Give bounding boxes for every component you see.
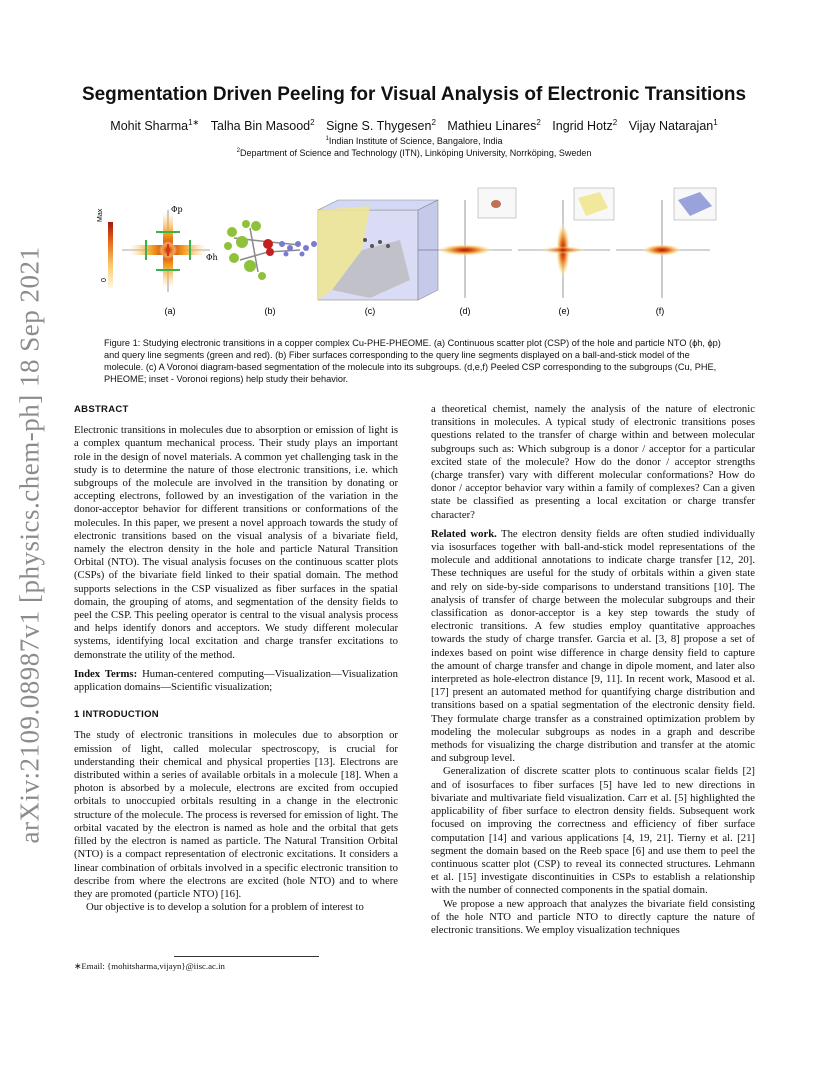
figure-caption: Figure 1: Studying electronic transitions in a copper complex Cu-PHE-PHEOME. (a) Continuous scatter plot (CSP) of the hole and particle NTO (ϕh, ϕp) and query line segments (green and red). (b) Fiber surfaces corresponding to the query line segments displayed on a ball-and-stick model of the molecule. (c) A Voronoi diagram-based segmentation of the molecule into its subgroups. (d,e,f) Peeled CSP corresponding to the subgroups (Cu, PHE, PHEOME; inset - Voronoi regions) help study their behavior. xyxy=(104,338,721,384)
intro-paragraph-2: Our objective is to develop a solution for a problem of interest to xyxy=(86,901,364,914)
index-terms-text: Human-centered computing—Visualization—Visualization application domains—Scientific visualization; xyxy=(74,667,398,694)
author: Signe S. Thygesen$^2$ xyxy=(326,118,436,134)
index-terms-label: Index Terms: xyxy=(74,667,138,680)
arxiv-identifier: arXiv:2109.08987v1 [physics.chem-ph] 18 Sep 2021 xyxy=(14,246,45,844)
intro-heading: 1 INTRODUCTION xyxy=(74,709,159,721)
right-paragraph-4: We propose a new approach that analyzes the bivariate field consisting of the hole NTO and particle NTO to directly capture the nature of electronic transitions. We employ visualization techniques xyxy=(431,897,755,936)
figure-1 xyxy=(97,180,728,325)
affiliation-1: $^1$Indian Institute of Science, Bangalore, India xyxy=(325,136,503,146)
colorbar xyxy=(97,208,113,288)
panel-label-a: (a) xyxy=(164,306,176,316)
right-paragraph-3: Generalization of discrete scatter plots to continuous scalar fields [2] and of isosurfaces to fiber surfaces [5] have led to new directions in bivariate and multivariate field visualization. Carr et al. [5] highlighted the applicability of fiber surface to electron density fields. Subsequent work focused on improving the correctness and efficiency of fiber surface computation [14] and various applications [4, 19, 21]. Tierny et al. [21] segment the domain based on the Reeb space [6] and use them to peel the continuous scatter plot (CSP) to reveal its connected structures. Lehmann et al. [15] investigate discontinuities in CSPs to establish a relationship with the number of connected components in the spatial domain. xyxy=(431,765,755,897)
axis-phi-h-label: Φh xyxy=(206,253,218,262)
arxiv-stamp xyxy=(10,240,50,850)
related-work-label: Related work. xyxy=(431,527,497,540)
abstract-text: Electronic transitions in molecules due to absorption or emission of light is a complex quantum mechanical process. Their study plays an important role in the design of novel materials. A common yet challenging task in the study is to determine the nature of those electronic transitions, i.e. which subgroups of the molecule are involved in the transition by donating or accepting electrons, followed by an investigation of the variation in the donor-acceptor behavior for different transitions or conformations of the molecules. In this paper, we present a novel approach towards the study of electronic transitions based on the visual analysis of a bivariate field, namely the electron density in the hole and particle Natural Transition Orbital (NTO). The visual analysis focuses on the continuous scatter plots (CSPs) of the bivariate field linked to their spatial domain. The method supports selections in the CSP visualized as fiber surfaces in the spatial domain, the grouping of atoms, and segmentation of the density fields to peel the CSP. This peeling operator is central to the visual analysis process and helps identify donors and acceptors. We study different molecular systems, identifying local excitation and charge transfer excitations to demonstrate the utility of the method. xyxy=(74,424,398,661)
right-paragraph-1: a theoretical chemist, namely the analysis of the nature of electronic transitions in molecules. A typical study of electronic transitions poses questions related to the transfer of charge within and between molecular subgroups such as: Which subgroup is a donor / acceptor for a particular excited state of the molecule? How do the donor / acceptor strengths (charge transfer) vary with different molecular conformations? How do donor / acceptor behavior vary within a family of complexes? Can a given state be classified as presenting a local excitation or charge transfer character? xyxy=(431,403,755,521)
index-terms xyxy=(74,668,398,694)
paper-title: Segmentation Driven Peeling for Visual Analysis of Electronic Transitions xyxy=(81,84,747,105)
footnote xyxy=(74,956,398,972)
panel-f-peeled-csp xyxy=(616,188,716,298)
panel-b-molecule xyxy=(224,220,317,280)
panel-label-c: (c) xyxy=(364,306,376,316)
panel-label-d: (d) xyxy=(459,306,471,316)
intro-paragraph-1: The study of electronic transitions in molecules due to absorption or emission of light, called molecular spectroscopy, is crucial for understanding their chemical and physical properties [13]. Electrons are distributed within a series of available orbitals in a molecule [18]. When a photon is absorbed by a molecule, electrons are excited from occupied orbitals to unoccupied orbitals resulting in a change in the electronic structure of the molecule. The process is reversed for emission of light. The orbital vacated by the electron is named as hole and the orbital that gets filled by the electron is named as particle. The Natural Transition Orbital (NTO) is a compact representation of electronic excitations. It considers a linear combination of orbitals involved in a specific electronic transition to describe from where the electrons are excited (hole NTO) and to where they are promoted (particle NTO) [16]. xyxy=(74,729,398,900)
author: Vijay Natarajan$^1$ xyxy=(628,118,718,134)
panel-label-e: (e) xyxy=(558,306,570,316)
axis-phi-p-label: Φp xyxy=(171,205,183,214)
author-list xyxy=(60,118,768,133)
author: Mohit Sharma$^{1∗}$ xyxy=(110,118,200,134)
related-work-text: The electron density fields are often studied individually via isosurfaces together with ball-and-stick model representations of the molecule and additional annotations to indicate charge transfer [12, 20]. These techniques are useful for the study of orbitals within a given state and rely on side-by-side comparisons to understand transitions [10]. The analysis of transfer of charge between the molecular subgroups and their classification as donor-acceptor is a key step towards the study of electronic transitions. A few studies employ quantitative approaches towards the study of charge transfer. Garcia et al. [3, 8] propose a set of indexes based on point wise difference in charge density field to capture the amount of charge transfer and change in dipole moment, and later also interpreted as hole-electron distance [9, 11]. In recent work, Masood et al. [17] present an automated method for quantifying charge distribution and transitions based on a spatial segmentation of the electronic density field. They formulate charge transfer as a constrained optimization problem by modeling the molecular subgroups as nodes in a graph and describe methods for visualizing the charge distribution and transfer at the atomic and subgroup level. xyxy=(431,527,755,765)
abstract-heading: ABSTRACT xyxy=(74,404,129,415)
related-work-paragraph xyxy=(431,528,755,766)
panel-a-csp xyxy=(122,205,218,292)
affiliation-2: $^2$Department of Science and Technology (ITN), Linköping University, Norrköping, Sweden xyxy=(236,148,592,158)
left-column xyxy=(74,403,398,914)
colorbar-max-label: Max xyxy=(97,208,104,222)
panel-e-peeled-csp xyxy=(518,188,614,298)
panel-label-f: (f) xyxy=(655,306,665,316)
author: Mathieu Linares$^2$ xyxy=(447,118,541,134)
right-column xyxy=(431,403,755,937)
colorbar-min-label: 0 xyxy=(101,278,108,282)
author: Ingrid Hotz$^2$ xyxy=(552,118,618,134)
panel-label-b: (b) xyxy=(264,306,276,316)
footnote-email: ∗Email: {mohitsharma,vijayn}@iisc.ac.in xyxy=(74,961,225,971)
author: Talha Bin Masood$^2$ xyxy=(210,118,315,134)
